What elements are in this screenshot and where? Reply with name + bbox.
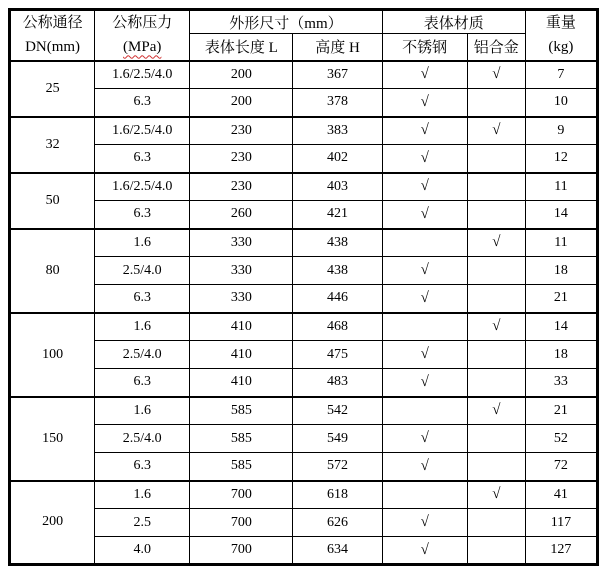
stainless-check-cell: √	[382, 173, 467, 201]
height-cell: 402	[293, 145, 382, 173]
table-row	[10, 313, 598, 341]
table-row	[10, 173, 598, 201]
aluminum-check-cell	[467, 173, 525, 201]
dn-cell: 150	[10, 397, 95, 481]
height-cell: 626	[293, 509, 382, 537]
length-cell: 330	[190, 257, 293, 285]
length-cell: 230	[190, 173, 293, 201]
weight-cell: 117	[525, 509, 597, 537]
table-row	[10, 61, 598, 89]
aluminum-check-cell	[467, 89, 525, 117]
dn-group-32	[10, 117, 598, 173]
height-cell: 378	[293, 89, 382, 117]
length-cell: 230	[190, 145, 293, 173]
pressure-cell: 1.6	[95, 229, 190, 257]
weight-cell: 7	[525, 61, 597, 89]
length-cell: 200	[190, 89, 293, 117]
aluminum-check-cell	[467, 257, 525, 285]
dn-cell: 100	[10, 313, 95, 397]
height-cell: 483	[293, 369, 382, 397]
aluminum-check-cell: √	[467, 61, 525, 89]
table-row	[10, 201, 598, 229]
pressure-cell: 1.6/2.5/4.0	[95, 173, 190, 201]
height-cell: 421	[293, 201, 382, 229]
dn-cell: 50	[10, 173, 95, 229]
aluminum-check-cell: √	[467, 229, 525, 257]
stainless-check-cell: √	[382, 453, 467, 481]
stainless-check-cell	[382, 397, 467, 425]
aluminum-check-cell	[467, 509, 525, 537]
header-dn-line1: 公称通径	[22, 15, 83, 32]
length-cell: 410	[190, 341, 293, 369]
length-cell: 700	[190, 481, 293, 509]
aluminum-check-cell	[467, 453, 525, 481]
weight-cell: 14	[525, 201, 597, 229]
table-row	[10, 537, 598, 565]
length-cell: 200	[190, 61, 293, 89]
table-row	[10, 285, 598, 313]
weight-cell: 18	[525, 341, 597, 369]
header-material: 表体材质	[382, 10, 525, 34]
aluminum-check-cell	[467, 369, 525, 397]
dn-group-100	[10, 313, 598, 397]
table-row	[10, 397, 598, 425]
dn-group-150	[10, 397, 598, 481]
height-cell: 438	[293, 229, 382, 257]
header-dimensions: 外形尺寸（mm）	[190, 10, 382, 34]
stainless-check-cell: √	[382, 89, 467, 117]
weight-cell: 72	[525, 453, 597, 481]
stainless-check-cell	[382, 229, 467, 257]
height-cell: 618	[293, 481, 382, 509]
stainless-check-cell: √	[382, 509, 467, 537]
weight-cell: 12	[525, 145, 597, 173]
pressure-cell: 2.5/4.0	[95, 341, 190, 369]
header-pressure-line1: 公称压力	[112, 15, 173, 32]
length-cell: 330	[190, 285, 293, 313]
length-cell: 585	[190, 425, 293, 453]
weight-cell: 18	[525, 257, 597, 285]
spec-table	[8, 8, 599, 566]
weight-cell: 52	[525, 425, 597, 453]
length-cell: 230	[190, 117, 293, 145]
header-body-length: 表体长度 L	[190, 34, 293, 61]
header-weight	[525, 10, 597, 61]
pressure-cell: 1.6/2.5/4.0	[95, 117, 190, 145]
stainless-check-cell: √	[382, 201, 467, 229]
height-cell: 634	[293, 537, 382, 565]
pressure-cell: 1.6	[95, 397, 190, 425]
stainless-check-cell	[382, 313, 467, 341]
dn-group-200	[10, 481, 598, 565]
table-row	[10, 425, 598, 453]
height-cell: 542	[293, 397, 382, 425]
aluminum-check-cell	[467, 285, 525, 313]
header-pressure-unit: (MPa)	[123, 39, 162, 56]
pressure-cell: 6.3	[95, 89, 190, 117]
aluminum-check-cell	[467, 425, 525, 453]
weight-cell: 21	[525, 397, 597, 425]
pressure-cell: 1.6	[95, 313, 190, 341]
height-cell: 446	[293, 285, 382, 313]
dn-group-80	[10, 229, 598, 313]
stainless-check-cell: √	[382, 117, 467, 145]
height-cell: 367	[293, 61, 382, 89]
aluminum-check-cell	[467, 341, 525, 369]
stainless-check-cell: √	[382, 61, 467, 89]
length-cell: 700	[190, 509, 293, 537]
length-cell: 410	[190, 369, 293, 397]
stainless-check-cell	[382, 481, 467, 509]
length-cell: 585	[190, 453, 293, 481]
table-row	[10, 89, 598, 117]
pressure-cell: 6.3	[95, 285, 190, 313]
height-cell: 403	[293, 173, 382, 201]
pressure-cell: 6.3	[95, 201, 190, 229]
header-pressure-line2	[95, 35, 189, 59]
aluminum-check-cell	[467, 201, 525, 229]
length-cell: 410	[190, 313, 293, 341]
header-aluminum: 铝合金	[467, 34, 525, 61]
weight-cell: 9	[525, 117, 597, 145]
aluminum-check-cell	[467, 537, 525, 565]
height-cell: 549	[293, 425, 382, 453]
header-weight-line2: (kg)	[548, 39, 574, 56]
table-row	[10, 453, 598, 481]
pressure-cell: 2.5	[95, 509, 190, 537]
header-dn-line2: DN(mm)	[25, 39, 81, 56]
pressure-cell: 6.3	[95, 453, 190, 481]
weight-cell: 11	[525, 229, 597, 257]
height-cell: 572	[293, 453, 382, 481]
dn-cell: 80	[10, 229, 95, 313]
header-weight-line1: 重量	[545, 15, 576, 32]
stainless-check-cell: √	[382, 341, 467, 369]
height-cell: 383	[293, 117, 382, 145]
pressure-cell: 1.6/2.5/4.0	[95, 61, 190, 89]
table-row	[10, 509, 598, 537]
length-cell: 260	[190, 201, 293, 229]
pressure-cell: 2.5/4.0	[95, 425, 190, 453]
dn-group-25	[10, 61, 598, 117]
height-cell: 475	[293, 341, 382, 369]
aluminum-check-cell: √	[467, 313, 525, 341]
stainless-check-cell: √	[382, 369, 467, 397]
header-height: 高度 H	[293, 34, 382, 61]
aluminum-check-cell: √	[467, 397, 525, 425]
pressure-cell: 2.5/4.0	[95, 257, 190, 285]
length-cell: 700	[190, 537, 293, 565]
table-row	[10, 481, 598, 509]
aluminum-check-cell	[467, 145, 525, 173]
weight-cell: 127	[525, 537, 597, 565]
weight-cell: 11	[525, 173, 597, 201]
table-row	[10, 145, 598, 173]
table-row	[10, 341, 598, 369]
height-cell: 468	[293, 313, 382, 341]
pressure-cell: 1.6	[95, 481, 190, 509]
weight-cell: 41	[525, 481, 597, 509]
header-stainless: 不锈钢	[382, 34, 467, 61]
header-dn	[10, 10, 95, 61]
stainless-check-cell: √	[382, 145, 467, 173]
stainless-check-cell: √	[382, 425, 467, 453]
weight-cell: 21	[525, 285, 597, 313]
table-row	[10, 229, 598, 257]
length-cell: 585	[190, 397, 293, 425]
table-row	[10, 369, 598, 397]
weight-cell: 14	[525, 313, 597, 341]
pressure-cell: 6.3	[95, 145, 190, 173]
table-row	[10, 257, 598, 285]
stainless-check-cell: √	[382, 537, 467, 565]
dn-cell: 25	[10, 61, 95, 117]
aluminum-check-cell: √	[467, 481, 525, 509]
height-cell: 438	[293, 257, 382, 285]
weight-cell: 33	[525, 369, 597, 397]
stainless-check-cell: √	[382, 285, 467, 313]
stainless-check-cell: √	[382, 257, 467, 285]
pressure-cell: 6.3	[95, 369, 190, 397]
header-pressure	[95, 10, 190, 61]
length-cell: 330	[190, 229, 293, 257]
aluminum-check-cell: √	[467, 117, 525, 145]
table-row	[10, 117, 598, 145]
dn-group-50	[10, 173, 598, 229]
dn-cell: 200	[10, 481, 95, 565]
dn-cell: 32	[10, 117, 95, 173]
pressure-cell: 4.0	[95, 537, 190, 565]
weight-cell: 10	[525, 89, 597, 117]
